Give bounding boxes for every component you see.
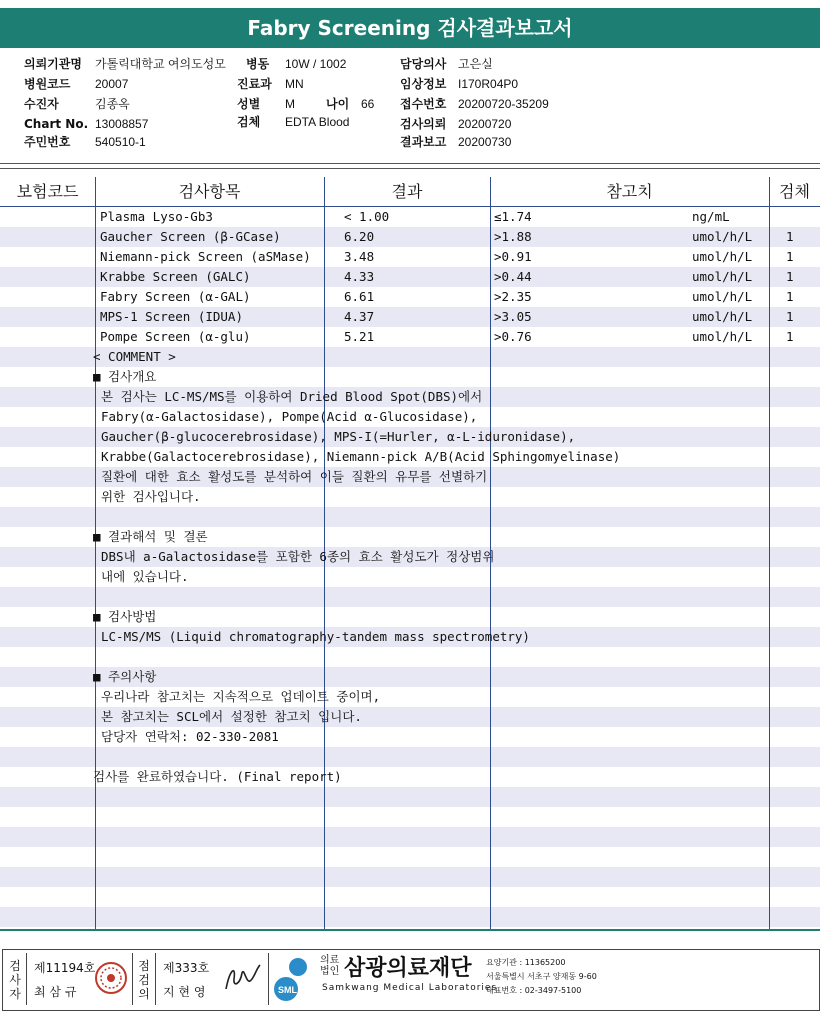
clinical-info-value: I170R04P0 — [458, 77, 519, 91]
sml-logo-icon — [272, 955, 316, 1007]
comment-line: 질환에 대한 효소 활성도를 분석하여 이들 질환의 유무를 선별하기 — [101, 469, 488, 484]
comment-line: Fabry(α-Galactosidase), Pompe(Acid α-Glucosidase), — [101, 409, 478, 424]
column-header-item: 검사항목 — [178, 182, 241, 201]
comment-line: Gaucher(β-glucocerebrosidase), MPS-I(=Hurler, α-L-iduronidase), — [101, 429, 576, 444]
specimen-label: 검체 — [237, 115, 261, 129]
final-report-note: 검사를 완료하였습니다. (Final report) — [93, 769, 342, 784]
table-row — [0, 247, 820, 267]
row-result: 6.61 — [344, 289, 375, 304]
checker-name: 지 현 영 — [163, 985, 206, 999]
comment-line: 위한 검사입니다. — [101, 489, 201, 504]
footer-divider — [268, 953, 269, 1005]
row-reference: >3.05 — [494, 309, 532, 324]
comment-line: 우리나라 참고치는 지속적으로 업데이트 중이며, — [101, 689, 381, 704]
sex-label: 성별 — [237, 97, 261, 111]
column-header-result: 결과 — [391, 182, 423, 201]
column-header-reference: 참고치 — [606, 182, 653, 201]
chart-no-label: Chart No. — [24, 117, 89, 131]
comment-section-title: ■ 검사방법 — [93, 609, 157, 624]
row-unit: umol/h/L — [692, 309, 753, 324]
table-row — [0, 307, 820, 327]
row-reference: >0.44 — [494, 269, 532, 284]
row-item: Krabbe Screen (GALC) — [100, 269, 251, 284]
row-item: Fabry Screen (α-GAL) — [100, 289, 251, 304]
comment-line: 담당자 연락처: 02-330-2081 — [101, 729, 279, 744]
row-unit: umol/h/L — [692, 289, 753, 304]
row-specimen: 1 — [786, 229, 794, 244]
footer-divider — [26, 953, 27, 1005]
row-reference: >0.91 — [494, 249, 532, 264]
checker-license: 제333호 — [163, 961, 210, 975]
ward-label: 병동 — [246, 57, 270, 71]
row-item: Niemann-pick Screen (aSMase) — [100, 249, 311, 264]
patient-value: 김종옥 — [95, 97, 130, 111]
report-date-value: 20200730 — [458, 135, 512, 149]
checker-label: 점검의 — [138, 959, 150, 1001]
table-row — [0, 227, 820, 247]
row-result: 4.37 — [344, 309, 375, 324]
row-result: 6.20 — [344, 229, 375, 244]
age-label: 나이 — [326, 97, 350, 111]
column-header-code: 보험코드 — [16, 182, 79, 201]
row-specimen: 1 — [786, 289, 794, 304]
row-specimen: 1 — [786, 269, 794, 284]
institution-label: 의뢰기관명 — [24, 57, 82, 71]
row-item: Plasma Lyso-Gb3 — [100, 209, 213, 224]
header-divider-2 — [0, 168, 820, 169]
row-result: 5.21 — [344, 329, 375, 344]
org-name: 삼광의료재단 — [344, 956, 472, 981]
row-item: Pompe Screen (α-glu) — [100, 329, 251, 344]
signature-icon — [222, 959, 262, 1001]
row-item: MPS-1 Screen (IDUA) — [100, 309, 243, 324]
comment-line: 내에 있습니다. — [101, 569, 189, 584]
header-divider — [0, 163, 820, 164]
patient-label: 수진자 — [24, 97, 59, 111]
comment-section-title: ■ 검사개요 — [93, 369, 157, 384]
org-english: Samkwang Medical Laboratories — [322, 983, 498, 993]
org-type: 의료법인 — [320, 955, 340, 977]
comment-line: Krabbe(Galactocerebrosidase), Niemann-pick A/B(Acid Sphingomyelinase) — [101, 449, 621, 464]
examiner-label: 검사자 — [9, 959, 21, 1001]
table-row — [0, 287, 820, 307]
resident-no-label: 주민번호 — [24, 135, 71, 149]
comment-line: 본 검사는 LC-MS/MS를 이용하여 Dried Blood Spot(DBS)에서 — [101, 389, 483, 404]
doctor-value: 고은실 — [458, 57, 493, 71]
row-unit: umol/h/L — [692, 269, 753, 284]
hospital-code-label: 병원코드 — [24, 77, 71, 91]
table-row — [0, 327, 820, 347]
svg-text:SML: SML — [278, 985, 297, 995]
sex-value: M — [285, 97, 295, 111]
row-result: < 1.00 — [344, 209, 390, 224]
institution-value: 가톨릭대학교 여의도성모 — [95, 57, 226, 71]
results-table — [0, 177, 820, 929]
report-title: Fabry Screening 검사결과보고서 — [0, 8, 820, 48]
table-row — [0, 207, 820, 227]
doctor-label: 담당의사 — [400, 57, 447, 71]
age-value: 66 — [361, 97, 375, 111]
row-unit: umol/h/L — [692, 329, 753, 344]
chart-no-value: 13008857 — [95, 117, 149, 131]
department-label: 진료과 — [237, 77, 272, 91]
request-date-value: 20200720 — [458, 117, 512, 131]
org-phone: 대표번호 : 02-3497-5100 — [486, 986, 582, 995]
comment-section-title: ■ 결과해석 및 결론 — [93, 529, 208, 544]
org-address: 서울특별시 서초구 양재동 9-60 — [486, 972, 597, 981]
specimen-value: EDTA Blood — [285, 115, 350, 129]
resident-no-value: 540510-1 — [95, 135, 146, 149]
table-bottom-rule — [0, 929, 820, 931]
row-specimen: 1 — [786, 309, 794, 324]
footer-divider — [132, 953, 133, 1005]
examiner-name: 최 삼 규 — [34, 985, 77, 999]
row-unit: umol/h/L — [692, 249, 753, 264]
comment-line: 본 참고치는 SCL에서 설정한 참고치 입니다. — [101, 709, 362, 724]
row-reference: ≤1.74 — [494, 209, 532, 224]
footer-divider — [155, 953, 156, 1005]
row-item: Gaucher Screen (β-GCase) — [100, 229, 281, 244]
comment-header: < COMMENT > — [93, 349, 176, 364]
comment-section-title: ■ 주의사항 — [93, 669, 157, 684]
row-specimen: 1 — [786, 329, 794, 344]
seal-icon — [94, 961, 128, 999]
report-footer — [0, 949, 820, 1011]
row-unit: ng/mL — [692, 209, 730, 224]
comment-line: LC-MS/MS (Liquid chromatography-tandem mass spectrometry) — [101, 629, 530, 644]
table-row — [0, 267, 820, 287]
department-value: MN — [285, 77, 304, 91]
row-reference: >2.35 — [494, 289, 532, 304]
request-date-label: 검사의뢰 — [400, 117, 447, 131]
row-unit: umol/h/L — [692, 229, 753, 244]
row-result: 4.33 — [344, 269, 375, 284]
column-header-specimen: 검체 — [779, 182, 810, 201]
clinical-info-label: 임상정보 — [400, 77, 447, 91]
row-specimen: 1 — [786, 249, 794, 264]
org-code: 요양기관 : 11365200 — [486, 958, 566, 967]
hospital-code-value: 20007 — [95, 77, 129, 91]
row-result: 3.48 — [344, 249, 375, 264]
ward-value: 10W / 1002 — [285, 57, 347, 71]
examiner-license: 제11194호 — [34, 961, 96, 975]
receipt-no-label: 접수번호 — [400, 97, 447, 111]
row-reference: >0.76 — [494, 329, 532, 344]
row-reference: >1.88 — [494, 229, 532, 244]
report-date-label: 결과보고 — [400, 135, 447, 149]
comment-line: DBS내 a-Galactosidase를 포함한 6종의 효소 활성도가 정상범위 — [101, 549, 495, 564]
receipt-no-value: 20200720-35209 — [458, 97, 549, 111]
